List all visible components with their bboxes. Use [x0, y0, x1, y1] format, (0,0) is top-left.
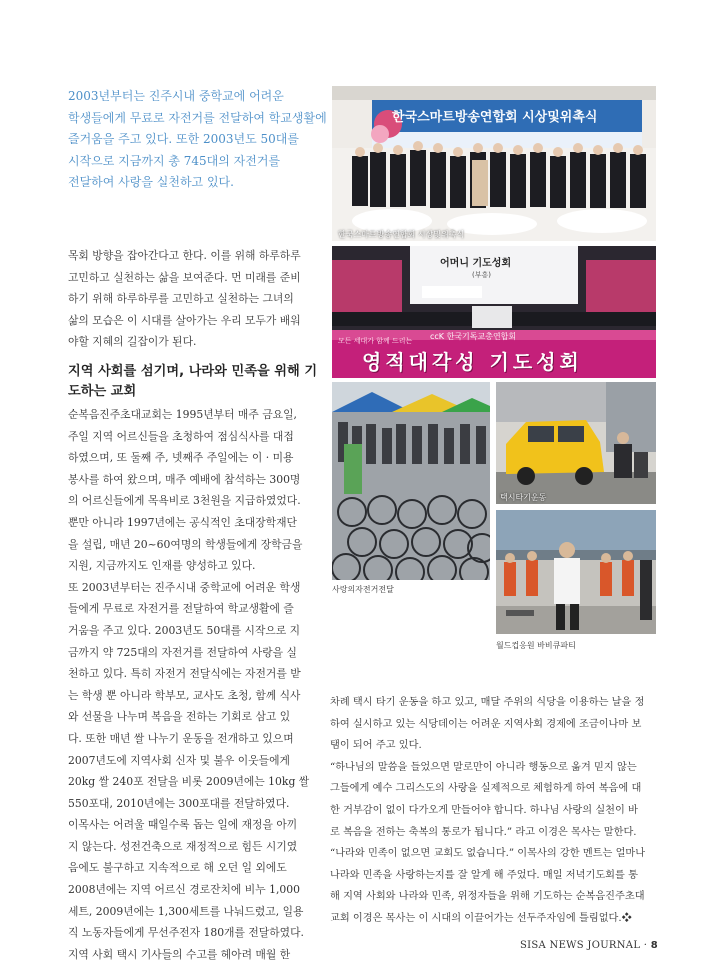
photo-bicycles — [332, 382, 490, 580]
text-line: 나라와 민족을 사랑하는지를 잘 알게 해 주었다. 매일 저녁기도회를 통 — [330, 869, 638, 881]
text-line: 지원, 지금까지도 인재를 양성하고 있다. — [68, 559, 256, 573]
text-line: 을 설립, 매년 20~60여명의 학생들에게 장학금을 — [68, 537, 303, 551]
prayer-banner-tagline: 모든 세대가 함께 드리는 — [338, 337, 413, 345]
text-line: 삶의 모습은 이 시대를 살아가는 우리 모두가 배워 — [68, 313, 301, 327]
text-line: 2008년에는 지역 어르신 경로잔치에 비누 1,000 — [68, 883, 300, 897]
heading-line: 도하는 교회 — [68, 384, 137, 399]
text-line: “나라와 민족이 없으면 교회도 없습니다.” 이목사의 강한 멘트는 얼마나 — [330, 848, 646, 860]
text-line: “하나님의 말씀을 들었으면 말로만이 아니라 행동으로 옮겨 믿지 않는 — [330, 761, 637, 773]
text-line: 와 선물을 나누며 복음을 전하는 기회로 삼고 있 — [68, 710, 291, 724]
photo-prayer-meeting — [332, 246, 656, 378]
text-line: 세트, 2009년에는 1,300세트를 나눠드렸고, 일용 — [68, 904, 304, 918]
text-line: 하여 실시하고 있는 식당데이는 어려운 지역사회 경제에 조금이나마 보 — [330, 718, 642, 730]
text-line: 20kg 쌀 240포 전달을 비롯 2009년에는 10kg 쌀 — [68, 775, 310, 789]
text-line: 그들에게 예수 그리스도의 사랑을 실제적으로 체험하게 하여 복음에 대 — [330, 783, 642, 795]
text-line: 2007년도에 지역사회 신자 및 불우 이웃들에게 — [68, 753, 290, 767]
pull-quote-line: 시작으로 지금까지 총 745대의 자전거를 — [68, 153, 281, 168]
text-line: 교회 이경은 목사는 이 시대의 이끌어가는 선두주자임에 틀림없다.❖ — [330, 912, 632, 924]
photo-caption: 택시타기운동 — [500, 493, 547, 502]
text-line: 다. 또한 매년 쌀 나누기 운동을 전개하고 있으며 — [68, 731, 294, 745]
text-line: 이목사는 어려울 때일수록 돕는 일에 재정을 아끼 — [68, 818, 298, 832]
photo-caption: 월드컵응원 바비큐파티 — [496, 641, 576, 650]
text-line: 고민하고 실천하는 삶을 보여준다. 먼 미래를 준비 — [68, 270, 301, 284]
photo-taxi — [496, 382, 656, 504]
text-line: 뿐만 아니라 1997년에는 공식적인 초대장학재단 — [68, 515, 297, 529]
pull-quote-line: 즐거움을 주고 있다. 또한 2003년도 50대를 — [68, 132, 299, 146]
text-line: 탬이 되어 주고 있다. — [330, 740, 422, 752]
text-line: 목회 방향을 잡아간다고 한다. 이를 위해 하루하루 — [68, 249, 301, 262]
magazine-name: SISA NEWS JOURNAL — [519, 940, 641, 951]
text-line: 봉사를 하여 왔으며, 매주 예배에 참석하는 300명 — [68, 472, 301, 486]
pull-quote — [68, 86, 327, 194]
text-line: 들에게 무료로 자전거를 전달하여 학교생활에 즐 — [68, 602, 294, 616]
text-line: 지 않는다. 성전건축으로 재정적으로 힘든 시기였 — [68, 839, 298, 853]
page-number: 8 — [650, 940, 658, 951]
text-line: 순복음진주초대교회는 1995년부터 매주 금요일, — [68, 408, 297, 421]
text-line: 550포대, 2010년에는 300포대를 전달하였다. — [68, 796, 290, 810]
heading-line: 지역 사회를 섬기며, 나라와 민족을 위해 기 — [68, 364, 318, 379]
prayer-screen-title: 어머니 기도성회 — [440, 258, 512, 269]
pull-quote-line: 전달하여 사랑을 실천하고 있다. — [68, 175, 234, 189]
photo-caption: 한국스마트방송연합회 시상및위촉식 — [338, 230, 465, 239]
text-line: 야할 지혜의 길잡이가 된다. — [68, 335, 197, 349]
photo-ceremony — [332, 86, 656, 241]
text-line: 지역 사회 택시 기사들의 수고를 헤아려 매월 한 — [68, 947, 291, 961]
left-body-column — [68, 404, 330, 965]
pull-quote-line: 학생들에게 무료로 자전거를 전달하여 학교생활에 — [68, 110, 327, 125]
ceremony-banner: 한국스마트방송연합회 시상및위촉식 — [392, 110, 598, 125]
prayer-banner-title: 영적대각성 기도성회 — [362, 350, 583, 374]
prayer-screen-sub: (부흥) — [472, 271, 491, 279]
prayer-banner-org: ccK 한국기독교총연합회 — [430, 332, 517, 341]
text-line: 의 어르신들에게 목욕비로 3천원을 지급하였었다. — [68, 494, 301, 508]
text-line: 음에도 불구하고 지속적으로 해 오던 일 외에도 — [68, 861, 287, 875]
photo-worldcup-party — [496, 510, 656, 634]
footer-separator: · — [643, 940, 648, 951]
section-heading — [68, 362, 330, 402]
text-line: 직 노동자들에게 무선주전자 180개를 전달하였다. — [68, 926, 304, 940]
photo-caption: 사랑의자전거전달 — [332, 585, 394, 594]
text-line: 차례 택시 타기 운동을 하고 있고, 매달 주위의 식당을 이용하는 날을 정 — [330, 697, 645, 708]
text-line: 거움을 주고 있다. 2003년도 50대를 시작으로 지 — [68, 623, 301, 637]
text-line: 주일 지역 어르신들을 초청하여 점심식사를 대접 — [68, 429, 294, 443]
text-line: 또 2003년부터는 진주시내 중학교에 어려운 학생 — [68, 580, 301, 594]
text-line: 하였으며, 또 둘째 주, 넷째주 주일에는 이 · 미용 — [68, 451, 294, 465]
text-line: 한 거부감이 없이 다가오게 만들어야 합니다. 하나님 사랑의 실천이 바 — [330, 804, 638, 816]
text-line: 는 학생 뿐 아니라 학부모, 교사도 초청, 함께 식사 — [68, 688, 301, 702]
pull-quote-line: 2003년부터는 진주시내 중학교에 어려운 — [68, 89, 284, 103]
page-footer — [520, 940, 658, 951]
text-line: 천하고 있다. 특히 자전거 전달식에는 자전거를 받 — [68, 667, 301, 681]
right-body-column — [330, 692, 656, 930]
text-line: 금까지 약 725대의 자전거를 전달하여 사랑을 실 — [68, 645, 297, 659]
text-line: 로 복음을 전하는 축복의 통로가 됩니다.” 라고 이경은 목사는 말한다. — [330, 826, 637, 838]
text-line: 하기 위해 하루하루를 고민하고 실천하는 그녀의 — [68, 292, 294, 306]
intro-paragraph — [68, 245, 330, 353]
text-line: 해 지역 사회와 나라와 민족, 위정자들을 위해 기도하는 순복음진주초대 — [330, 891, 645, 903]
